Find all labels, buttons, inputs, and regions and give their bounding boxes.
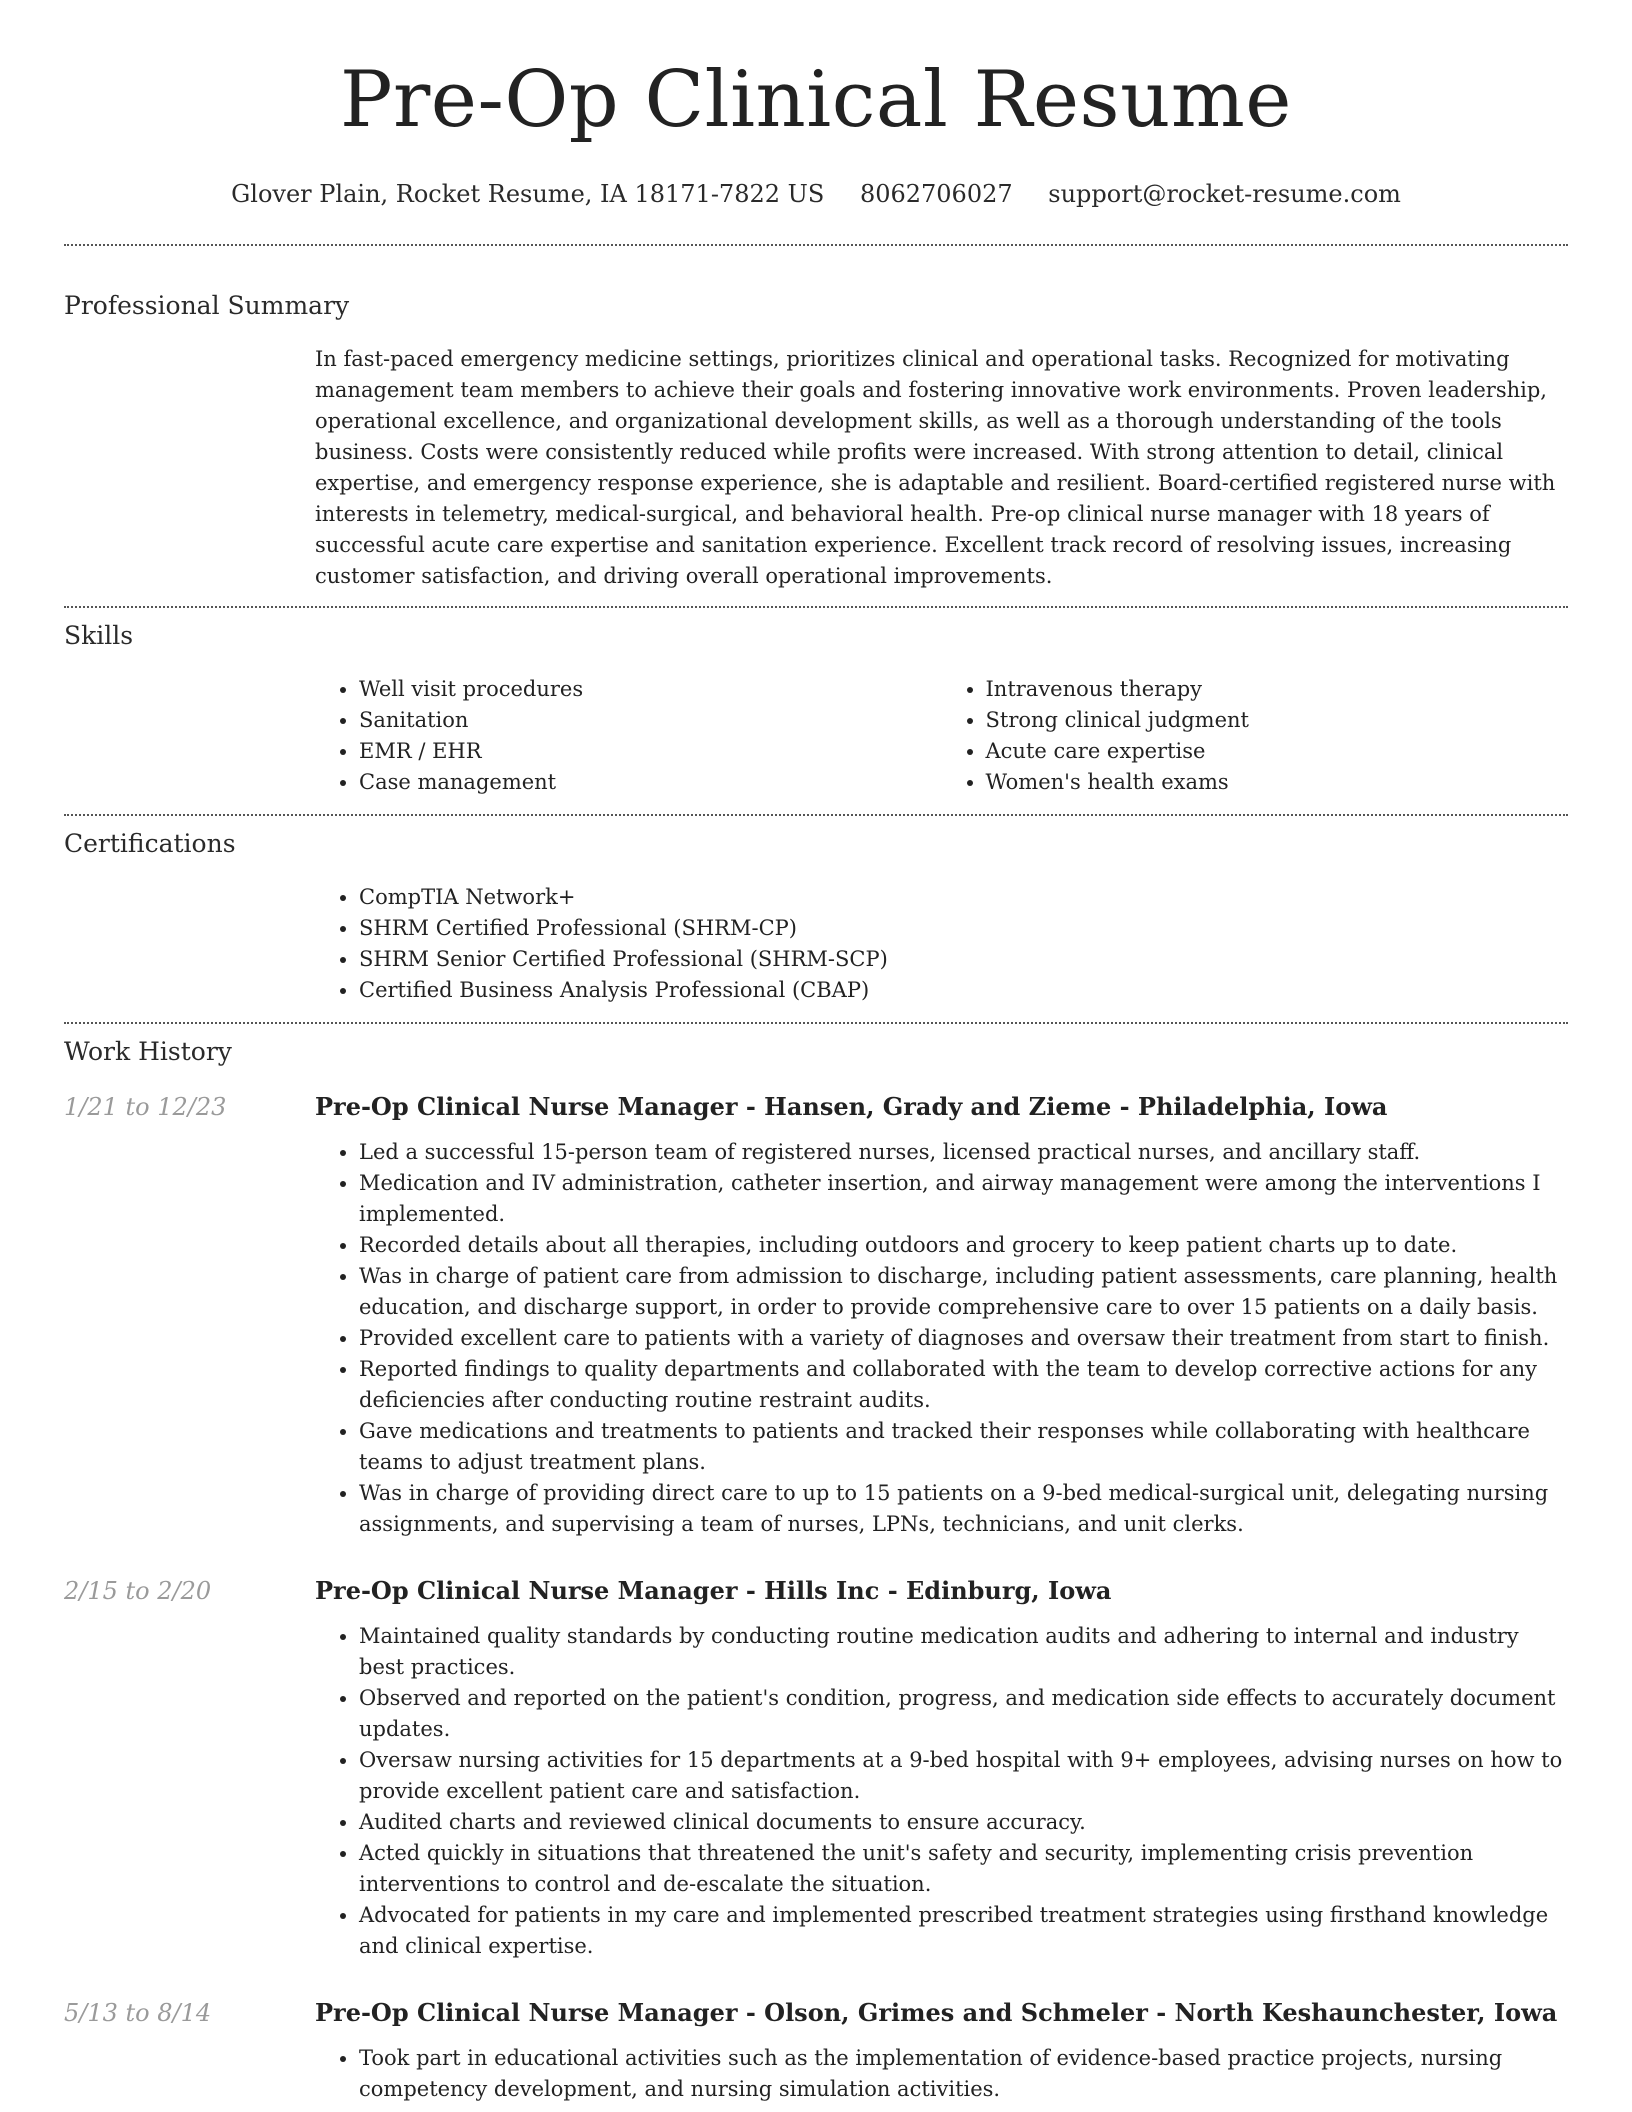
professional-summary-section — [64, 246, 1568, 606]
certifications-section — [64, 816, 1568, 1022]
section-title-certifications: Certifications — [64, 829, 236, 858]
skills-list-left — [315, 674, 942, 798]
skill-item: • Women's health exams — [986, 767, 1569, 798]
job-bullet: • Recorded details about all therapies, including outdoors and grocery to keep patient charts up to date. — [359, 1230, 1568, 1261]
job-bullets — [315, 2043, 1568, 2105]
certification-item: • SHRM Certified Professional (SHRM-CP) — [359, 913, 1568, 944]
contact-address: Glover Plain, Rocket Resume, IA 18171-7822 US — [231, 180, 825, 208]
job-bullet: • Reported findings to quality departments and collaborated with the team to develop corrective actions for any deficiencies after conducting routine restraint audits. — [359, 1354, 1568, 1416]
skill-item: • EMR / EHR — [359, 736, 942, 767]
certification-item: • Certified Business Analysis Professional (CBAP) — [359, 975, 1568, 1006]
job-bullet: • Audited charts and reviewed clinical documents to ensure accuracy. — [359, 1807, 1568, 1838]
contact-email: support@rocket-resume.com — [1048, 180, 1401, 208]
job-entry — [64, 1574, 1568, 1962]
job-body — [315, 1090, 1568, 1540]
job-bullet: • Was in charge of providing direct care to up to 15 patients on a 9-bed medical-surgical unit, delegating nursing assignments, and supervising a team of nurses, LPNs, technicians, and unit clerks. — [359, 1478, 1568, 1540]
section-title-work-history: Work History — [64, 1037, 232, 1066]
contact-line — [64, 178, 1568, 210]
skill-item: • Sanitation — [359, 705, 942, 736]
certification-item: • SHRM Senior Certified Professional (SHRM-SCP) — [359, 944, 1568, 975]
job-title: Pre-Op Clinical Nurse Manager - Hansen, Grady and Zieme - Philadelphia, Iowa — [315, 1092, 1388, 1121]
job-bullet: • Advocated for patients in my care and implemented prescribed treatment strategies using firsthand knowledge and clinical expertise. — [359, 1900, 1568, 1962]
job-bullet: • Medication and IV administration, catheter insertion, and airway management were among the interventions I implemented. — [359, 1168, 1568, 1230]
skill-item: • Case management — [359, 767, 942, 798]
job-date: 1/21 to 12/23 — [64, 1093, 227, 1121]
skills-section — [64, 608, 1568, 814]
job-bullet: • Gave medications and treatments to patients and tracked their responses while collaborating with healthcare teams to adjust treatment plans. — [359, 1416, 1568, 1478]
job-date: 2/15 to 2/20 — [64, 1577, 212, 1605]
job-bullet: • Acted quickly in situations that threatened the unit's safety and security, implementing crisis prevention interventions to control and de-escalate the situation. — [359, 1838, 1568, 1900]
resume-title: Pre-Op Clinical Resume — [340, 55, 1292, 145]
work-history-section — [64, 1024, 1568, 2105]
skill-item: • Acute care expertise — [986, 736, 1569, 767]
job-title: Pre-Op Clinical Nurse Manager - Hills Inc - Edinburg, Iowa — [315, 1576, 1112, 1605]
job-title: Pre-Op Clinical Nurse Manager - Olson, Grimes and Schmeler - North Keshaunchester, Iowa — [315, 1998, 1558, 2027]
job-bullet: • Oversaw nursing activities for 15 departments at a 9-bed hospital with 9+ employees, advising nurses on how to provide excellent patient care and satisfaction. — [359, 1745, 1568, 1807]
section-title-skills: Skills — [64, 621, 134, 650]
job-entry — [64, 1090, 1568, 1540]
job-bullet: • Was in charge of patient care from admission to discharge, including patient assessments, care planning, health education, and discharge support, in order to provide comprehensive care to over 15 patients on a daily basis. — [359, 1261, 1568, 1323]
section-title-summary: Professional Summary — [64, 291, 350, 320]
job-entry — [64, 1996, 1568, 2105]
job-bullets — [315, 1137, 1568, 1540]
skills-list-right — [942, 674, 1569, 798]
job-bullet: • Maintained quality standards by conducting routine medication audits and adhering to internal and industry best practices. — [359, 1621, 1568, 1683]
contact-phone: 8062706027 — [859, 180, 1013, 208]
skill-item: • Intravenous therapy — [986, 674, 1569, 705]
job-body — [315, 1996, 1568, 2105]
summary-text: In fast-paced emergency medicine settings, prioritizes clinical and operational tasks. Recognized for motivating management team members to achieve their goals and fostering innovative work environments. Proven leadership, operational excellence, and organizational development skills, as well as a thorough understanding of the tools business. Costs were consistently reduced while profits were increased. With strong attention to detail, clinical expertise, and emergency response experience, she is adaptable and resilient. Board-certified registered nurse with interests in telemetry, medical-surgical, and behavioral health. Pre-op clinical nurse manager with 18 years of successful acute care expertise and sanitation experience. Excellent track record of resolving issues, increasing customer satisfaction, and driving overall operational improvements. — [315, 347, 1556, 588]
job-body — [315, 1574, 1568, 1962]
certification-item: • CompTIA Network+ — [359, 882, 1568, 913]
job-bullet: • Provided excellent care to patients with a variety of diagnoses and oversaw their treatment from start to finish. — [359, 1323, 1568, 1354]
certifications-list — [315, 882, 1568, 1006]
certifications-content — [315, 882, 1568, 1006]
job-date: 5/13 to 8/14 — [64, 1999, 212, 2027]
job-bullet: • Took part in educational activities such as the implementation of evidence-based practice projects, nursing competency development, and nursing simulation activities. — [359, 2043, 1568, 2105]
skill-item: • Well visit procedures — [359, 674, 942, 705]
job-bullet: • Observed and reported on the patient's condition, progress, and medication side effects to accurately document updates. — [359, 1683, 1568, 1745]
skill-item: • Strong clinical judgment — [986, 705, 1569, 736]
job-bullets — [315, 1621, 1568, 1962]
skills-content — [315, 674, 1568, 798]
summary-content — [315, 344, 1568, 592]
job-bullet: • Led a successful 15-person team of registered nurses, licensed practical nurses, and ancillary staff. — [359, 1137, 1568, 1168]
